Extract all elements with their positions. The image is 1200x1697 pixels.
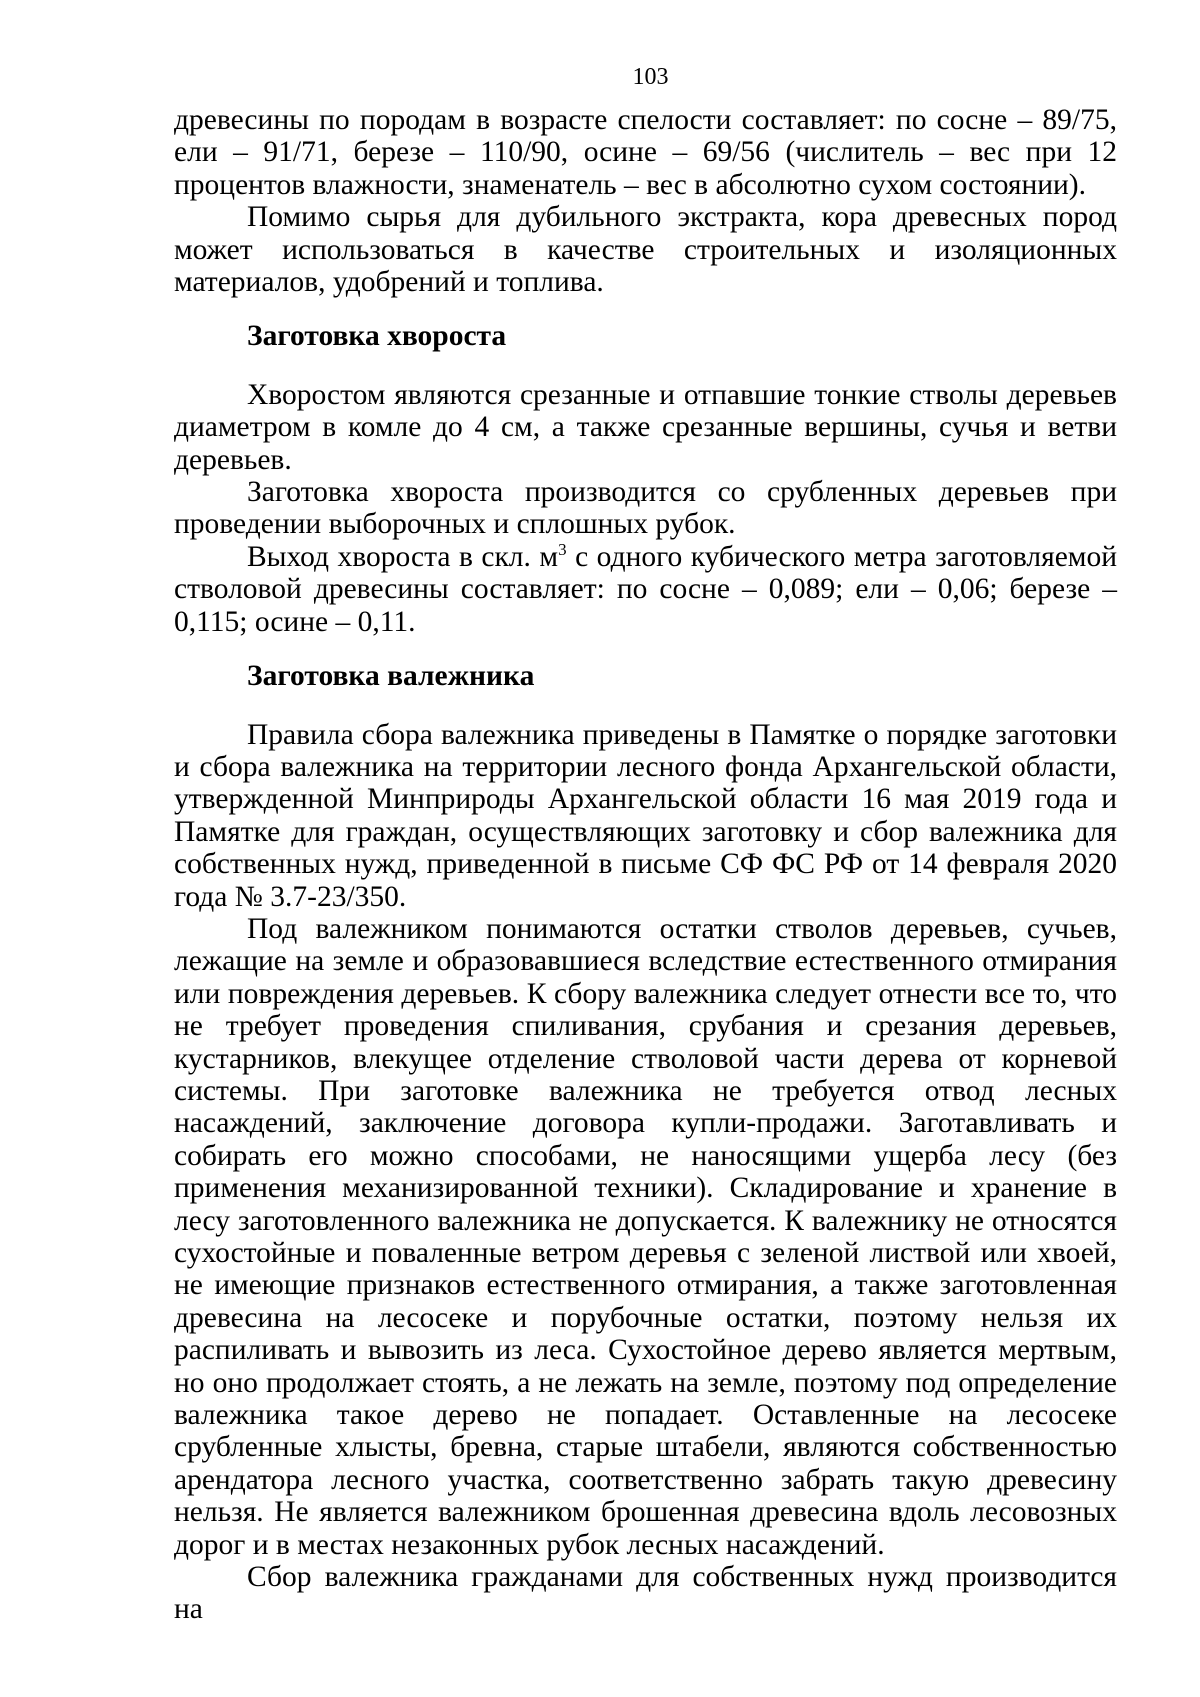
- paragraph-brushwood-harvest: Заготовка хвороста производится со срубленных деревьев при проведении выборочных и сплошных рубок.: [174, 476, 1117, 541]
- paragraph-deadwood-definition: Под валежником понимаются остатки стволов деревьев, сучьев, лежащие на земле и образовавшиеся вследствие естественного отмирания или повреждения деревьев. К сбору валежника следует отнести все то, что не требует проведения спиливания, срубания и срезания деревьев, кустарников, влекущее отделение стволовой части дерева от корневой системы. При заготовке валежника не требуется отвод лесных насаждений, заключение договора купли-продажи. Заготавливать и собирать его можно способами, не наносящими ущерба лесу (без применения механизированной техники). Складирование и хранение в лесу заготовленного валежника не допускается. К валежнику не относятся сухостойные и поваленные ветром деревья с зеленой листвой или хвоей, не имеющие признаков естественного отмирания, а также заготовленная древесина на лесосеке и порубочные остатки, поэтому нельзя их распиливать и вывозить из леса. Сухостойное дерево является мертвым, но оно продолжает стоять, а не лежать на земле, поэтому под определение валежника такое дерево не попадает. Оставленные на лесосеке срубленные хлысты, бревна, старые штабели, являются собственностью арендатора лесного участка, соответственно забрать такую древесину нельзя. Не является валежником брошенная древесина вдоль лесовозных дорог и в местах незаконных рубок лесных насаждений.: [174, 912, 1117, 1561]
- document-page: [174, 62, 1117, 1626]
- cubic-superscript: 3: [558, 540, 567, 560]
- paragraph-wood-weight: древесины по породам в возрасте спелости составляет: по сосне – 89/75, ели – 91/71, березе – 110/90, осине – 69/56 (числитель – вес при 12 процентов влажности, знаменатель – вес в абсолютно сухом состоянии).: [174, 104, 1117, 201]
- paragraph-bark-uses: Помимо сырья для дубильного экстракта, кора древесных пород может использоваться в качестве строительных и изоляционных материалов, удобрений и топлива.: [174, 201, 1117, 299]
- paragraph-brushwood-definition: Хворостом являются срезанные и отпавшие тонкие стволы деревьев диаметром в комле до 4 см, а также срезанные вершины, сучья и ветви деревьев.: [174, 378, 1117, 476]
- page-number: 103: [632, 64, 669, 90]
- heading-brushwood: Заготовка хвороста: [247, 320, 507, 353]
- paragraph-brushwood-yield: [174, 541, 1117, 638]
- heading-deadwood: Заготовка валежника: [247, 660, 535, 693]
- paragraph-deadwood-rules: Правила сбора валежника приведены в Памятке о порядке заготовки и сбора валежника на территории лесного фонда Архангельской области, утвержденной Минприроды Архангельской области 16 мая 2019 года и Памятке для граждан, осуществляющих заготовку и сбор валежника для собственных нужд, приведенной в письме СФ ФС РФ от 14 февраля 2020 года № 3.7-23/350.: [174, 718, 1117, 913]
- paragraph-deadwood-collection: Сбор валежника гражданами для собственных нужд производится на: [174, 1561, 1117, 1626]
- brushwood-yield-text-end: с одного кубического метра заготовляемой стволовой древесины составляет: по сосне – 0,089; ели – 0,06; березе – 0,115; осине – 0,11.: [174, 540, 1117, 638]
- brushwood-yield-text-start: Выход хвороста в скл. м: [247, 540, 559, 573]
